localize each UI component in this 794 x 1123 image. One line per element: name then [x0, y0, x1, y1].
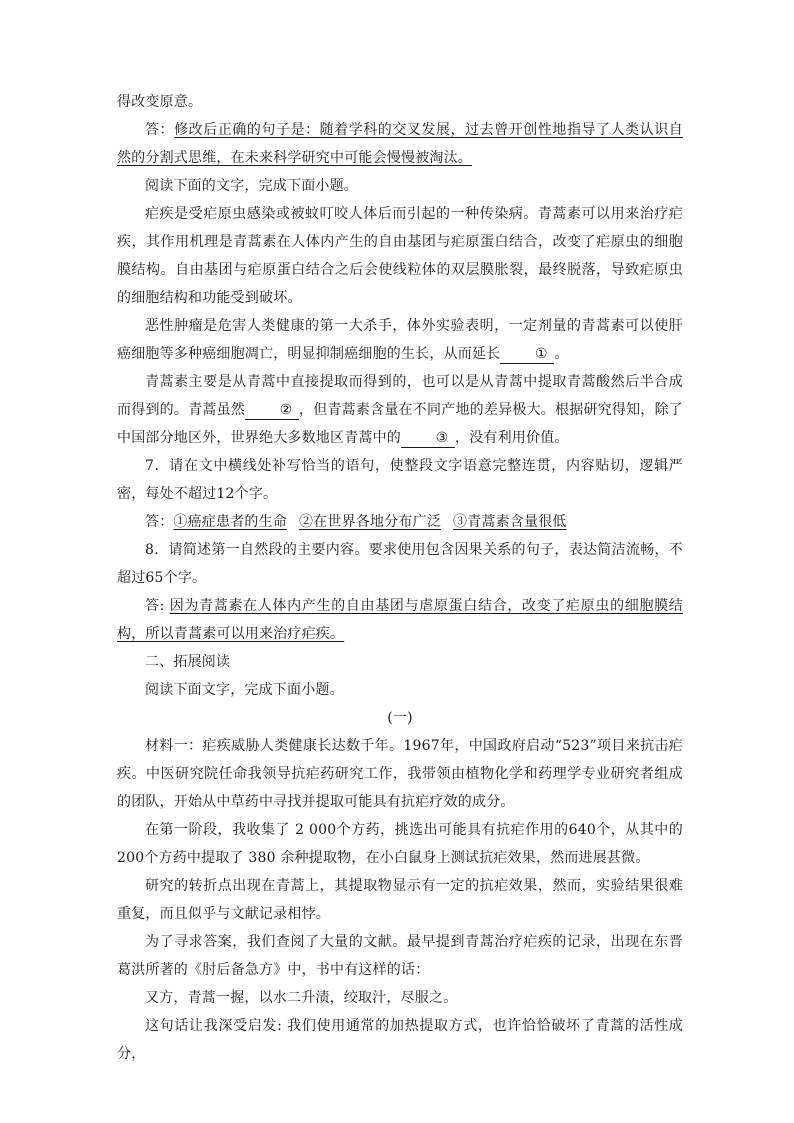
- answer-revised-sentence: [117, 116, 683, 172]
- material-1-paragraph-6: 这句话让我深受启发: 我们使用通常的加热提取方式，也许恰恰破坏了青蒿的活性成分，: [117, 1018, 683, 1062]
- answer-7-item-1: ①癌症患者的生命: [173, 514, 288, 530]
- answer-prefix: 答:: [145, 598, 170, 614]
- question-7: 7．请在文中横线处补写恰当的语句，使整段文字语意完整连贯，内容贴切，逻辑严密，每处不超过12个字。: [117, 458, 683, 502]
- blank-1: ①: [500, 345, 554, 364]
- answer-7: [117, 508, 683, 536]
- passage-paragraph-tumor: 恶性肿瘤是危害人类健康的第一大杀手，体外实验表明，一定剂量的青蒿素可以使肝癌细胞等多种癌细胞凋亡，明显抑制癌细胞的生长，从而延长 ① 。: [117, 318, 683, 362]
- answer-text: 修改后正确的句子是：随着学科的交叉发展，过去曾开创性地指导了人类认识自然的分割式思维，在未来科学研究中可能会慢慢被淘汰。: [117, 122, 684, 166]
- material-1-paragraph-4: 为了寻求答案，我们查阅了大量的文献。最早提到青蒿治疗疟疾的记录，出现在东晋葛洪所著的《肘后备急方》中，书中有这样的话：: [117, 934, 683, 978]
- passage-paragraph-malaria: 疟疾是受疟原虫感染或被蚊叮咬人体后而引起的一种传染病。青蒿素可以用来治疗疟疾，其作用机理是青蒿素在人体内产生的自由基团与疟原蛋白结合，改变了疟原虫的细胞膜结构。自由基团与疟原蛋白结合之后会使线粒体的双层膜胀裂，最终脱落，导致疟原虫的细胞结构和功能受到破坏。: [117, 206, 683, 306]
- material-1-paragraph-1: 材料一：疟疾威胁人类健康长达数千年。1967年，中国政府启动“523”项目来抗击疟疾。中医研究院任命我领导抗疟药研究工作，我带领由植物化学和药理学专业研究者组成的团队，开始从中草药中寻找并提取可能具有抗疟疗效的成分。: [117, 738, 683, 810]
- question-8: 8．请简述第一自然段的主要内容。要求使用包含因果关系的句子，表达简洁流畅，不超过65个字。: [117, 542, 683, 586]
- paragraph-continuation: 得改变原意。: [117, 94, 203, 110]
- material-1-paragraph-2: 在第一阶段，我收集了 2 000个方药，挑选出可能具有抗疟作用的640个，从其中的 200个方药中提取了 380 余种提取物，在小白鼠身上测试抗疟效果，然而进展甚微。: [117, 822, 683, 866]
- answer-8: [117, 592, 683, 648]
- section-heading-extended-reading: 二、拓展阅读: [145, 654, 231, 670]
- material-1-quote: 又方，青蒿一握，以水二升渍，绞取汁，尽服之。: [145, 990, 458, 1006]
- answer-prefix: 答：: [145, 122, 175, 138]
- answer-7-item-3: ③青蒿素含量很低: [453, 514, 567, 530]
- blank-3: ③: [401, 429, 455, 448]
- answer-8-text: 因为青蒿素在人体内产生的自由基团与虐原蛋白结合，改变了疟原虫的细胞膜结构，所以青蒿素可以用来治疗疟疾。: [117, 598, 683, 642]
- passage-paragraph-artemisinin: 青蒿素主要是从青蒿中直接提取而得到的，也可以是从青蒿中提取青蒿酸然后半合成而得到的。青蒿虽然 ② ，但青蒿素含量在不同产地的差异极大。根据研究得知，除了中国部分地区外，世界绝大多数地区青蒿中的 ③ ，没有利用价值。: [117, 374, 683, 446]
- answer-7-item-2: ②在世界各地分布广泛: [299, 514, 442, 530]
- answer-prefix: 答：: [145, 514, 174, 530]
- part-title: (一): [387, 710, 413, 726]
- material-1-paragraph-3: 研究的转折点出现在青蒿上，其提取物显示有一定的抗疟效果，然而，实验结果很难重复，而且似乎与文献记录相悖。: [117, 878, 683, 922]
- document-page: [117, 88, 683, 1068]
- reading-instruction-2: 阅读下面文字，完成下面小题。: [145, 682, 344, 698]
- blank-2: ②: [245, 401, 299, 420]
- reading-instruction: 阅读下面的文字，完成下面小题。: [145, 178, 358, 194]
